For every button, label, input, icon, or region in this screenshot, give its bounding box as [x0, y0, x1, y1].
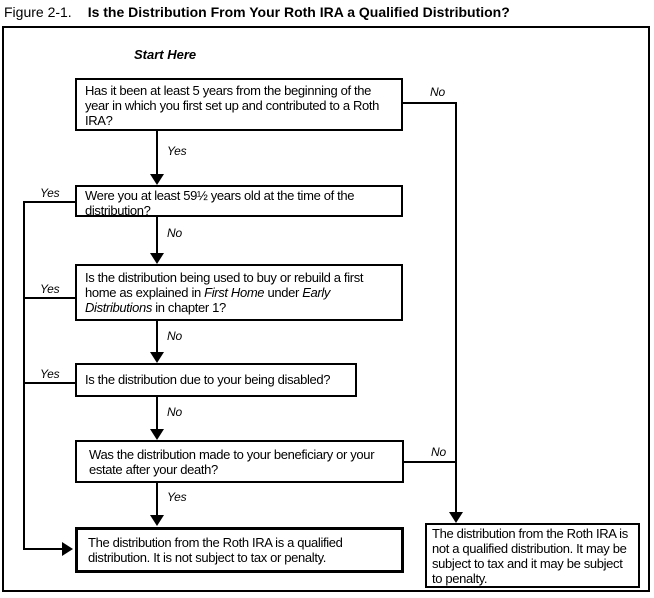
edge-label-q5-yes: Yes — [167, 490, 187, 504]
decision-box-five-year-rule-text: Has it been at least 5 years from the beginning of the year in which you first set up and contributed to a Roth IRA? — [85, 83, 380, 128]
connector-no-rail-vertical — [455, 102, 457, 514]
decision-box-age-59-half — [75, 185, 403, 217]
arrowhead-into-q3 — [150, 253, 164, 264]
edge-label-q5-no: No — [431, 445, 446, 459]
decision-box-first-home — [75, 264, 403, 321]
connector-q2-yes-horizontal — [25, 201, 75, 203]
connector-yes-rail-horizontal-bottom — [25, 548, 64, 550]
connector-q3-to-q4 — [156, 321, 158, 354]
early-distributions-reference: Early Distributions — [85, 285, 331, 315]
arrowhead-into-q4 — [150, 352, 164, 363]
connector-q1-to-q2 — [156, 131, 158, 176]
result-box-qualified-text: The distribution from the Roth IRA is a qualified distribution. It is not subject to tax or penalty. — [88, 535, 343, 565]
edge-label-q1-yes: Yes — [167, 144, 187, 158]
connector-q5-no-horizontal — [404, 461, 456, 463]
result-box-not-qualified-text: The distribution from the Roth IRA is not a qualified distribution. It may be subject to tax and it may be subject to penalty. — [432, 526, 628, 586]
decision-box-beneficiary-death-text: Was the distribution made to your beneficiary or your estate after your death? — [89, 447, 375, 477]
connector-q4-to-q5 — [156, 397, 158, 431]
edge-label-q2-yes: Yes — [40, 186, 60, 200]
connector-q2-to-q3 — [156, 217, 158, 255]
decision-box-age-59-half-text: Were you at least 59½ years old at the time of the distribution? — [85, 188, 355, 218]
edge-label-q1-no: No — [430, 85, 445, 99]
decision-box-first-home-text: Is the distribution being used to buy or rebuild a first home as explained in First Home under Early Distributions in chapter 1? — [85, 270, 364, 315]
decision-box-disabled — [75, 363, 357, 397]
decision-box-disabled-text: Is the distribution due to your being disabled? — [85, 372, 331, 387]
figure-heading: Is the Distribution From Your Roth IRA a Qualified Distribution? — [87, 4, 510, 20]
result-box-not-qualified — [425, 523, 640, 588]
arrowhead-into-qualified-left — [62, 542, 73, 556]
connector-yes-rail-vertical — [23, 201, 25, 550]
arrowhead-into-qualified — [150, 515, 164, 526]
edge-label-q4-no: No — [167, 405, 182, 419]
arrowhead-into-q5 — [150, 429, 164, 440]
edge-label-q2-no: No — [167, 226, 182, 240]
arrowhead-into-not-qualified — [449, 512, 463, 523]
first-home-reference: First Home — [204, 285, 265, 300]
decision-box-five-year-rule — [75, 78, 403, 131]
edge-label-q3-yes: Yes — [40, 282, 60, 296]
figure-number: Figure 2-1. — [4, 4, 72, 20]
connector-q1-no-horizontal — [403, 102, 457, 104]
decision-box-beneficiary-death — [75, 440, 404, 483]
edge-label-q4-yes: Yes — [40, 367, 60, 381]
arrowhead-into-q2 — [150, 174, 164, 185]
start-here-label: Start Here — [134, 47, 197, 62]
figure-caption — [4, 4, 510, 20]
connector-q4-yes-horizontal — [25, 382, 75, 384]
connector-q3-yes-horizontal — [25, 297, 75, 299]
result-box-qualified — [75, 527, 404, 573]
edge-label-q3-no: No — [167, 329, 182, 343]
connector-q5-to-qualified — [156, 483, 158, 517]
